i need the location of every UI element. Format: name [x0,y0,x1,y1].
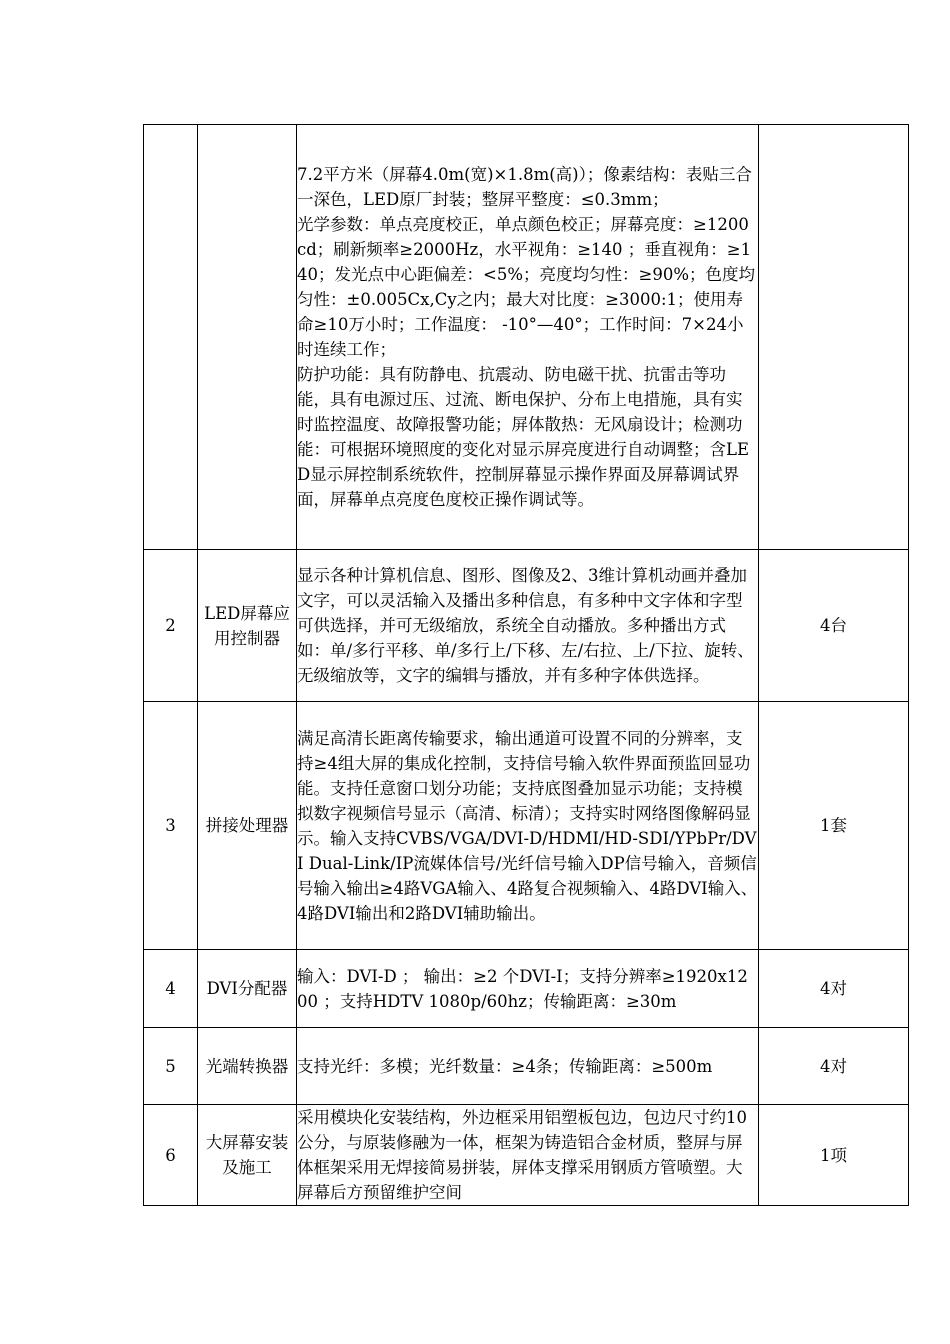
item-quantity [759,125,909,550]
row-index [144,125,198,550]
item-quantity: 4对 [759,1028,909,1105]
item-name: 大屏幕安装及施工 [198,1105,297,1206]
table-row [144,702,909,950]
item-name: DVI分配器 [198,950,297,1028]
table-row [144,950,909,1028]
equipment-spec-table [143,124,909,1206]
row-index: 4 [144,950,198,1028]
item-name: 光端转换器 [198,1028,297,1105]
description-paragraph: 防护功能：具有防静电、抗震动、防电磁干扰、抗雷击等功能，具有电源过压、过流、断电保护、分布上电措施，具有实时监控温度、故障报警功能；屏体散热：无风扇设计；检测功能：可根据环境照度的变化对显示屏亮度进行自动调整；含LED显示屏控制系统软件，控制屏幕显示操作界面及屏幕调试界面，屏幕单点亮度色度校正操作调试等。 [297,365,750,509]
row-index: 6 [144,1105,198,1206]
item-quantity: 1套 [759,702,909,950]
row-index: 5 [144,1028,198,1105]
item-quantity: 1项 [759,1105,909,1206]
description-paragraph: 光学参数：单点亮度校正，单点颜色校正；屏幕亮度：≥1200cd；刷新频率≥2000Hz，水平视角：≥140 ；垂直视角：≥140；发光点中心距偏差：<5%；亮度均匀性：≥90%；色度均匀性：±0.005Cx,Cy之内；最大对比度：≥3000:1；使用寿命≥10万小时；工作温度： -10°—40°；工作时间：7×24小时连续工作； [297,215,755,359]
item-description: 满足高清长距离传输要求，输出通道可设置不同的分辨率，支持≥4组大屏的集成化控制，支持信号输入软件界面预监回显功能。支持任意窗口划分功能；支持底图叠加显示功能；支持模拟数字视频信号显示（高清、标清）；支持实时网络图像解码显示。输入支持CVBS/VGA/DVI-D/HDMI/HD-SDI/YPbPr/DVI Dual-Link/IP流媒体信号/光纤信号输入DP信号输入，音频信号输入输出≥4路VGA输入、4路复合视频输入、4路DVI输入、4路DVI输出和2路DVI辅助输出。 [297,702,759,950]
table-row [144,1028,909,1105]
item-quantity: 4对 [759,950,909,1028]
item-quantity: 4台 [759,550,909,702]
item-description: 显示各种计算机信息、图形、图像及2、3维计算机动画并叠加文字，可以灵活输入及播出多种信息，有多种中文字体和字型可供选择，并可无级缩放，系统全自动播放。多种播出方式如：单/多行平移、单/多行上/下移、左/右拉、上/下拉、旋转、无级缩放等，文字的编辑与播放，并有多种字体供选择。 [297,550,759,702]
table-row [144,1105,909,1206]
table-row [144,550,909,702]
item-description: 输入：DVI-D ； 输出：≥2 个DVI-I；支持分辨率≥1920x1200 ；支持HDTV 1080p/60hz；传输距离：≥30m [297,950,759,1028]
row-index: 2 [144,550,198,702]
description-paragraph: 7.2平方米（屏幕4.0m(宽)×1.8m(高)）；像素结构：表贴三合一深色，LED原厂封装；整屏平整度：≤0.3mm； [297,165,752,209]
item-name: 拼接处理器 [198,702,297,950]
item-description: 支持光纤：多模；光纤数量：≥4条；传输距离：≥500m [297,1028,759,1105]
item-name [198,125,297,550]
item-name: LED屏幕应用控制器 [198,550,297,702]
table-row [144,125,909,550]
row-index: 3 [144,702,198,950]
item-description [297,125,759,550]
item-description: 采用模块化安装结构，外边框采用铝塑板包边，包边尺寸约10公分，与原装修融为一体，框架为铸造铝合金材质，整屏与屏体框架采用无焊接简易拼装，屏体支撑采用钢质方管喷塑。大屏幕后方预留维护空间 [297,1105,759,1206]
